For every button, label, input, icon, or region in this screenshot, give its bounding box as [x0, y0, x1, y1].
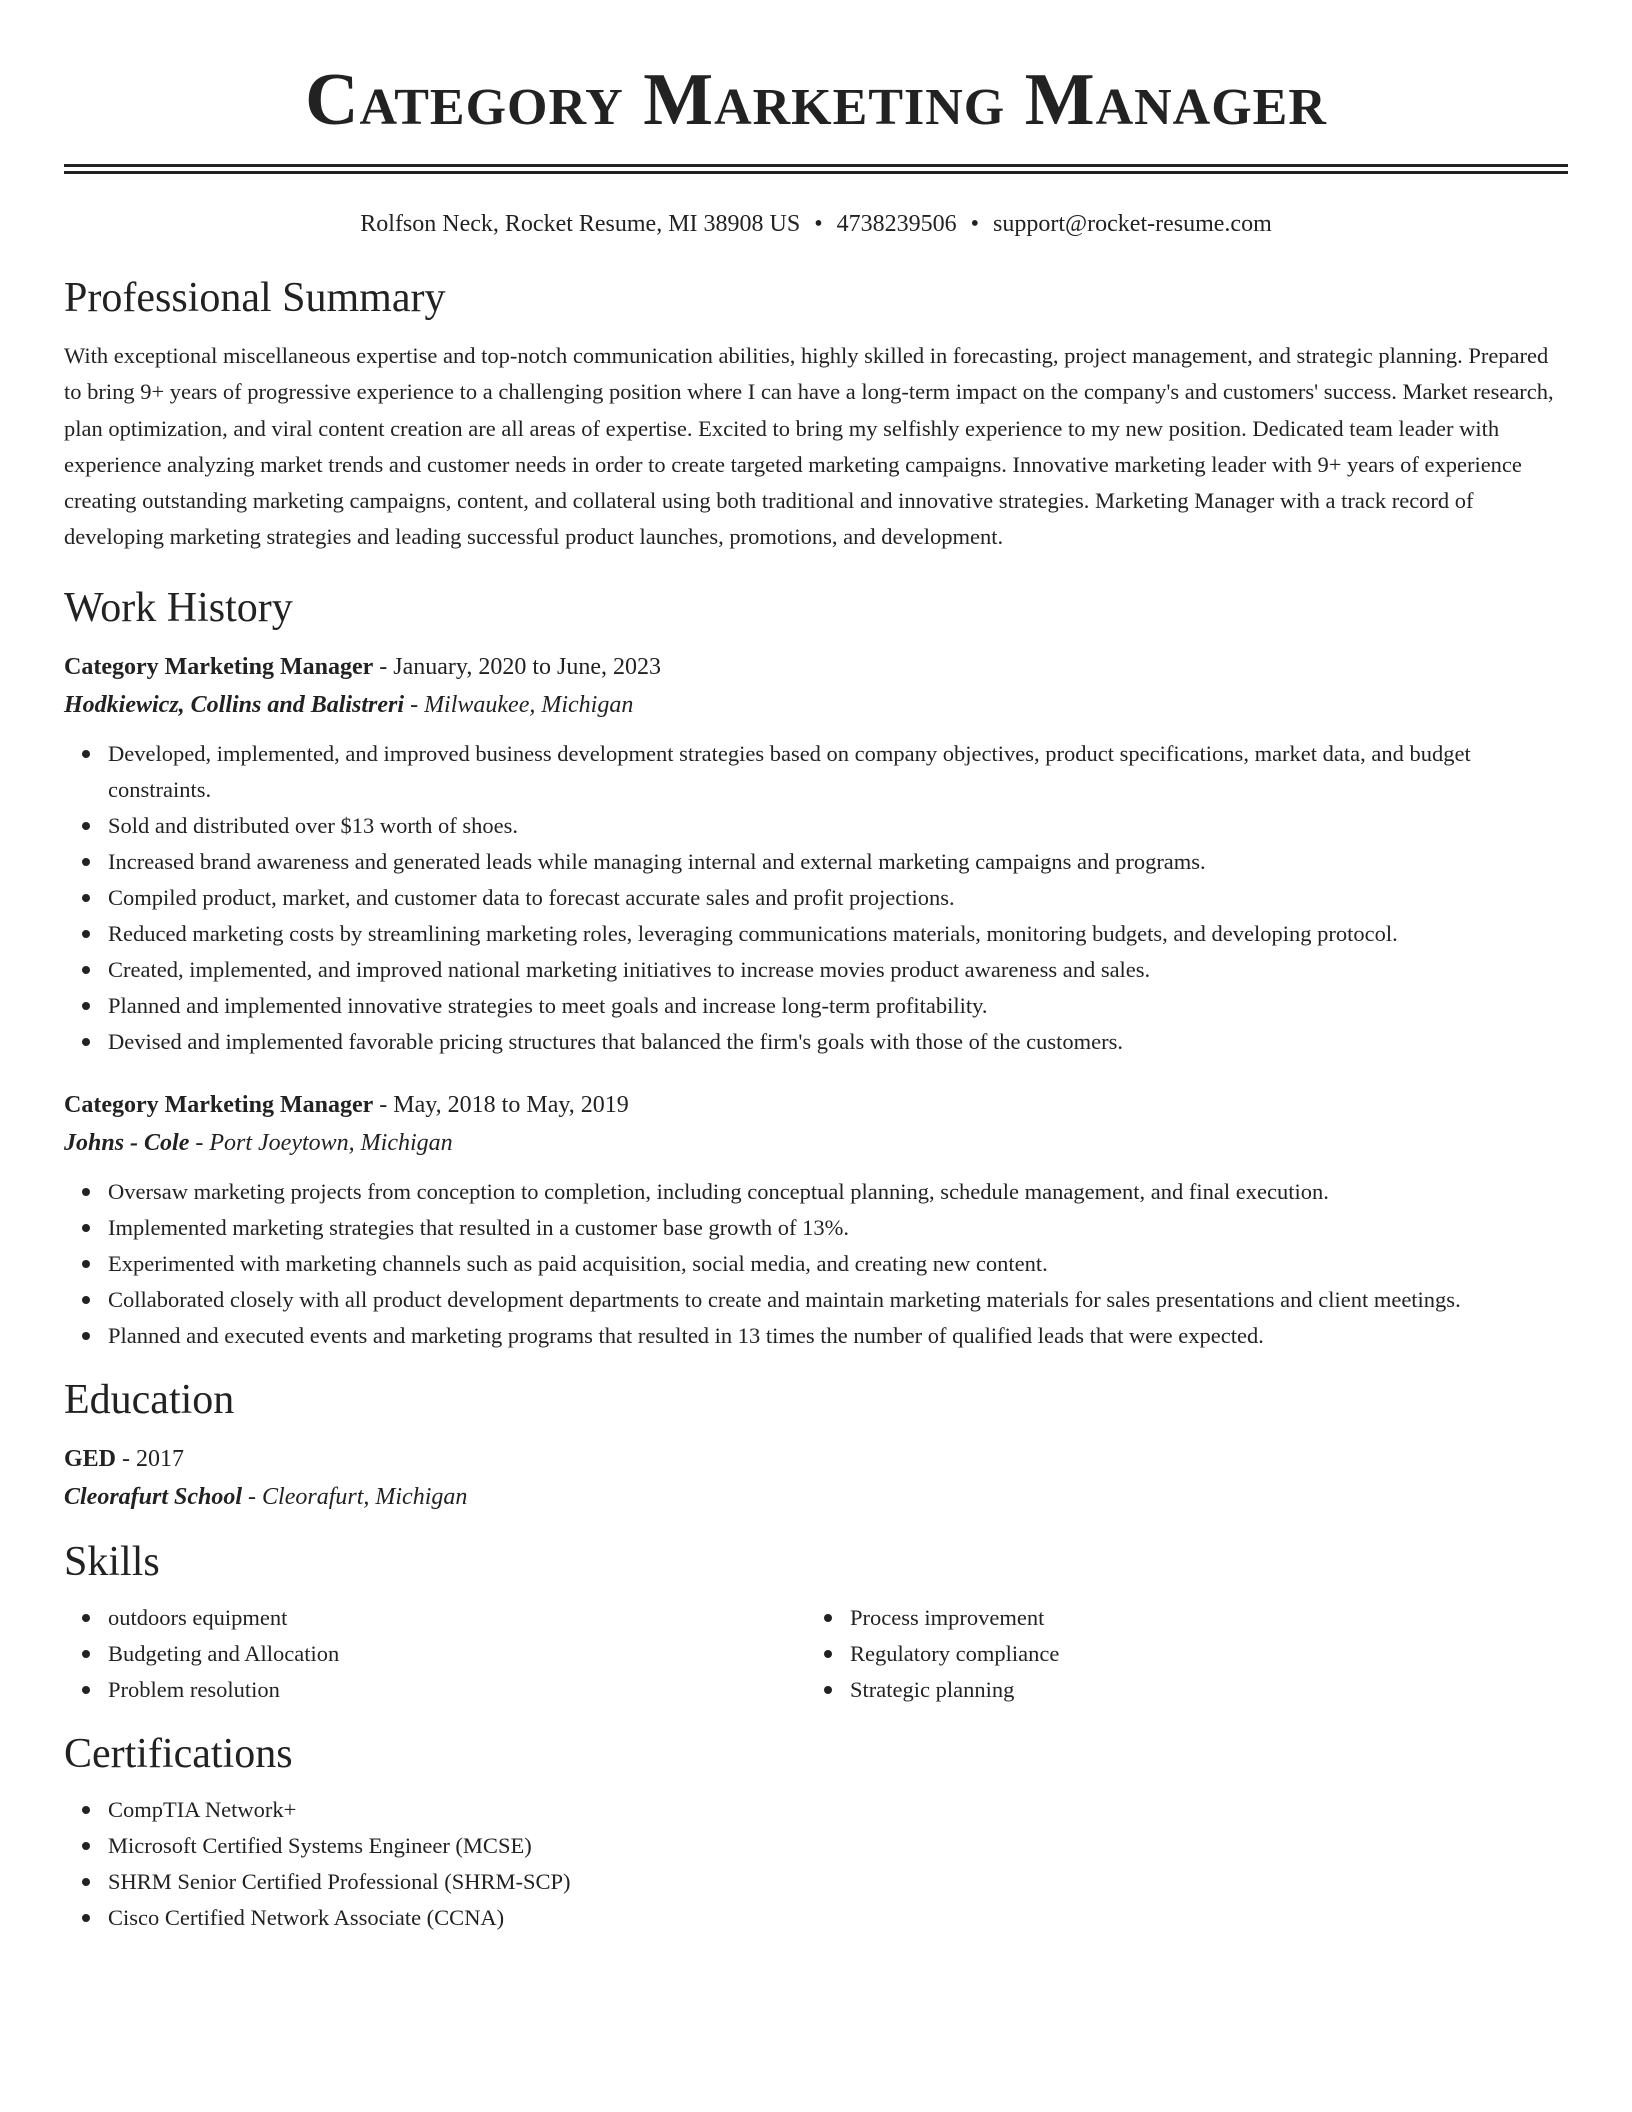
school-location: Cleorafurt, Michigan — [262, 1483, 468, 1510]
employer-name: Hodkiewicz, Collins and Balistreri — [64, 691, 405, 718]
education-heading: Education — [64, 1376, 235, 1423]
degree-line — [64, 1440, 1568, 1478]
job-bullet: Created, implemented, and improved national marketing initiatives to increase movies product awareness and sales. — [108, 952, 1568, 988]
job-bullet: Collaborated closely with all product development departments to create and maintain marketing materials for sales presentations and client meetings. — [108, 1282, 1568, 1318]
dash-separator: - — [404, 691, 425, 718]
skill-item: Process improvement — [850, 1600, 1406, 1636]
job-bullet: Reduced marketing costs by streamlining marketing roles, leveraging communications materials, monitoring budgets, and developing protocol. — [108, 916, 1568, 952]
job-dates: May, 2018 to May, 2019 — [393, 1091, 629, 1118]
job-bullet: Implemented marketing strategies that resulted in a customer base growth of 13%. — [108, 1210, 1568, 1246]
certification-item: Microsoft Certified Systems Engineer (MCSE) — [108, 1828, 1568, 1864]
job-title: Category Marketing Manager — [64, 653, 374, 680]
employer-location: Milwaukee, Michigan — [424, 691, 634, 718]
job-bullet: Increased brand awareness and generated leads while managing internal and external marketing campaigns and programs. — [108, 844, 1568, 880]
skill-item: Budgeting and Allocation — [108, 1636, 806, 1672]
certifications-list — [64, 1792, 1568, 1936]
skills-list — [64, 1600, 806, 1708]
skill-item: Regulatory compliance — [850, 1636, 1406, 1672]
bullet-separator: • — [814, 211, 823, 237]
skills-list — [806, 1600, 1406, 1708]
skills-columns — [64, 1592, 1568, 1708]
employer-name: Johns - Cole — [64, 1129, 190, 1156]
summary-text: With exceptional miscellaneous expertise and top-notch communication abilities, highly skilled in forecasting, project management, and strategic planning. Prepared to bring 9+ years of progressive experience to a challenging position where I can have a long-term impact on the company's and customers' success. Market research, plan optimization, and viral content creation are all areas of expertise. Excited to bring my selfishly experience to my new position. Dedicated team leader with experience analyzing market trends and customer needs in order to create targeted marketing campaigns. Innovative marketing leader with 9+ years of experience creating outstanding marketing campaigns, content, and collateral using both traditional and innovative strategies. Marketing Manager with a track record of developing marketing strategies and leading successful product launches, promotions, and development. — [64, 343, 1554, 550]
job-entry — [64, 648, 1568, 1060]
job-bullets — [64, 736, 1568, 1060]
graduation-year: 2017 — [136, 1445, 185, 1472]
job-title: Category Marketing Manager — [64, 1091, 374, 1118]
school-name: Cleorafurt School — [64, 1483, 243, 1510]
job-dates: January, 2020 to June, 2023 — [393, 653, 661, 680]
job-entry — [64, 1086, 1568, 1354]
job-title-line — [64, 1086, 1568, 1124]
job-bullets — [64, 1174, 1568, 1354]
dash-separator: - — [373, 653, 394, 680]
job-bullet: Experimented with marketing channels such as paid acquisition, social media, and creating new content. — [108, 1246, 1568, 1282]
skills-column-left — [64, 1592, 806, 1708]
contact-info — [64, 208, 1568, 240]
dash-separator: - — [242, 1483, 263, 1510]
summary-heading: Professional Summary — [64, 275, 446, 321]
certification-item: CompTIA Network+ — [108, 1792, 1568, 1828]
job-bullet: Planned and executed events and marketing programs that resulted in 13 times the number of qualified leads that were expected. — [108, 1318, 1568, 1354]
resume-title: Category Marketing Manager — [305, 59, 1327, 141]
degree: GED — [64, 1445, 117, 1472]
job-bullet: Oversaw marketing projects from conception to completion, including conceptual planning, schedule management, and final execution. — [108, 1174, 1568, 1210]
title-double-rule — [64, 164, 1568, 174]
job-bullet: Sold and distributed over $13 worth of shoes. — [108, 808, 1568, 844]
contact-address: Rolfson Neck, Rocket Resume, MI 38908 US — [360, 211, 801, 237]
job-bullet: Devised and implemented favorable pricing structures that balanced the firm's goals with those of the customers. — [108, 1024, 1568, 1060]
skill-item: Strategic planning — [850, 1672, 1406, 1708]
job-bullet: Compiled product, market, and customer data to forecast accurate sales and profit projections. — [108, 880, 1568, 916]
skill-item: outdoors equipment — [108, 1600, 806, 1636]
bullet-separator: • — [970, 211, 980, 237]
dash-separator: - — [189, 1129, 210, 1156]
contact-email: support@rocket-resume.com — [993, 211, 1272, 237]
skills-column-right — [806, 1592, 1406, 1708]
employer-location: Port Joeytown, Michigan — [209, 1129, 453, 1156]
job-bullet: Planned and implemented innovative strategies to meet goals and increase long-term profitability. — [108, 988, 1568, 1024]
employer-line — [64, 686, 1568, 724]
employer-line — [64, 1124, 1568, 1162]
dash-separator: - — [116, 1445, 137, 1472]
skills-heading: Skills — [64, 1538, 160, 1585]
certification-item: Cisco Certified Network Associate (CCNA) — [108, 1900, 1568, 1936]
contact-phone: 4738239506 — [836, 211, 957, 237]
dash-separator: - — [373, 1091, 394, 1118]
certifications-heading: Certifications — [64, 1730, 293, 1777]
school-line — [64, 1478, 1568, 1516]
certification-item: SHRM Senior Certified Professional (SHRM-SCP) — [108, 1864, 1568, 1900]
job-title-line — [64, 648, 1568, 686]
work-history-heading: Work History — [64, 584, 293, 631]
skill-item: Problem resolution — [108, 1672, 806, 1708]
job-bullet: Developed, implemented, and improved business development strategies based on company objectives, product specifications, market data, and budget constraints. — [108, 736, 1568, 808]
education-entry — [64, 1440, 1568, 1516]
